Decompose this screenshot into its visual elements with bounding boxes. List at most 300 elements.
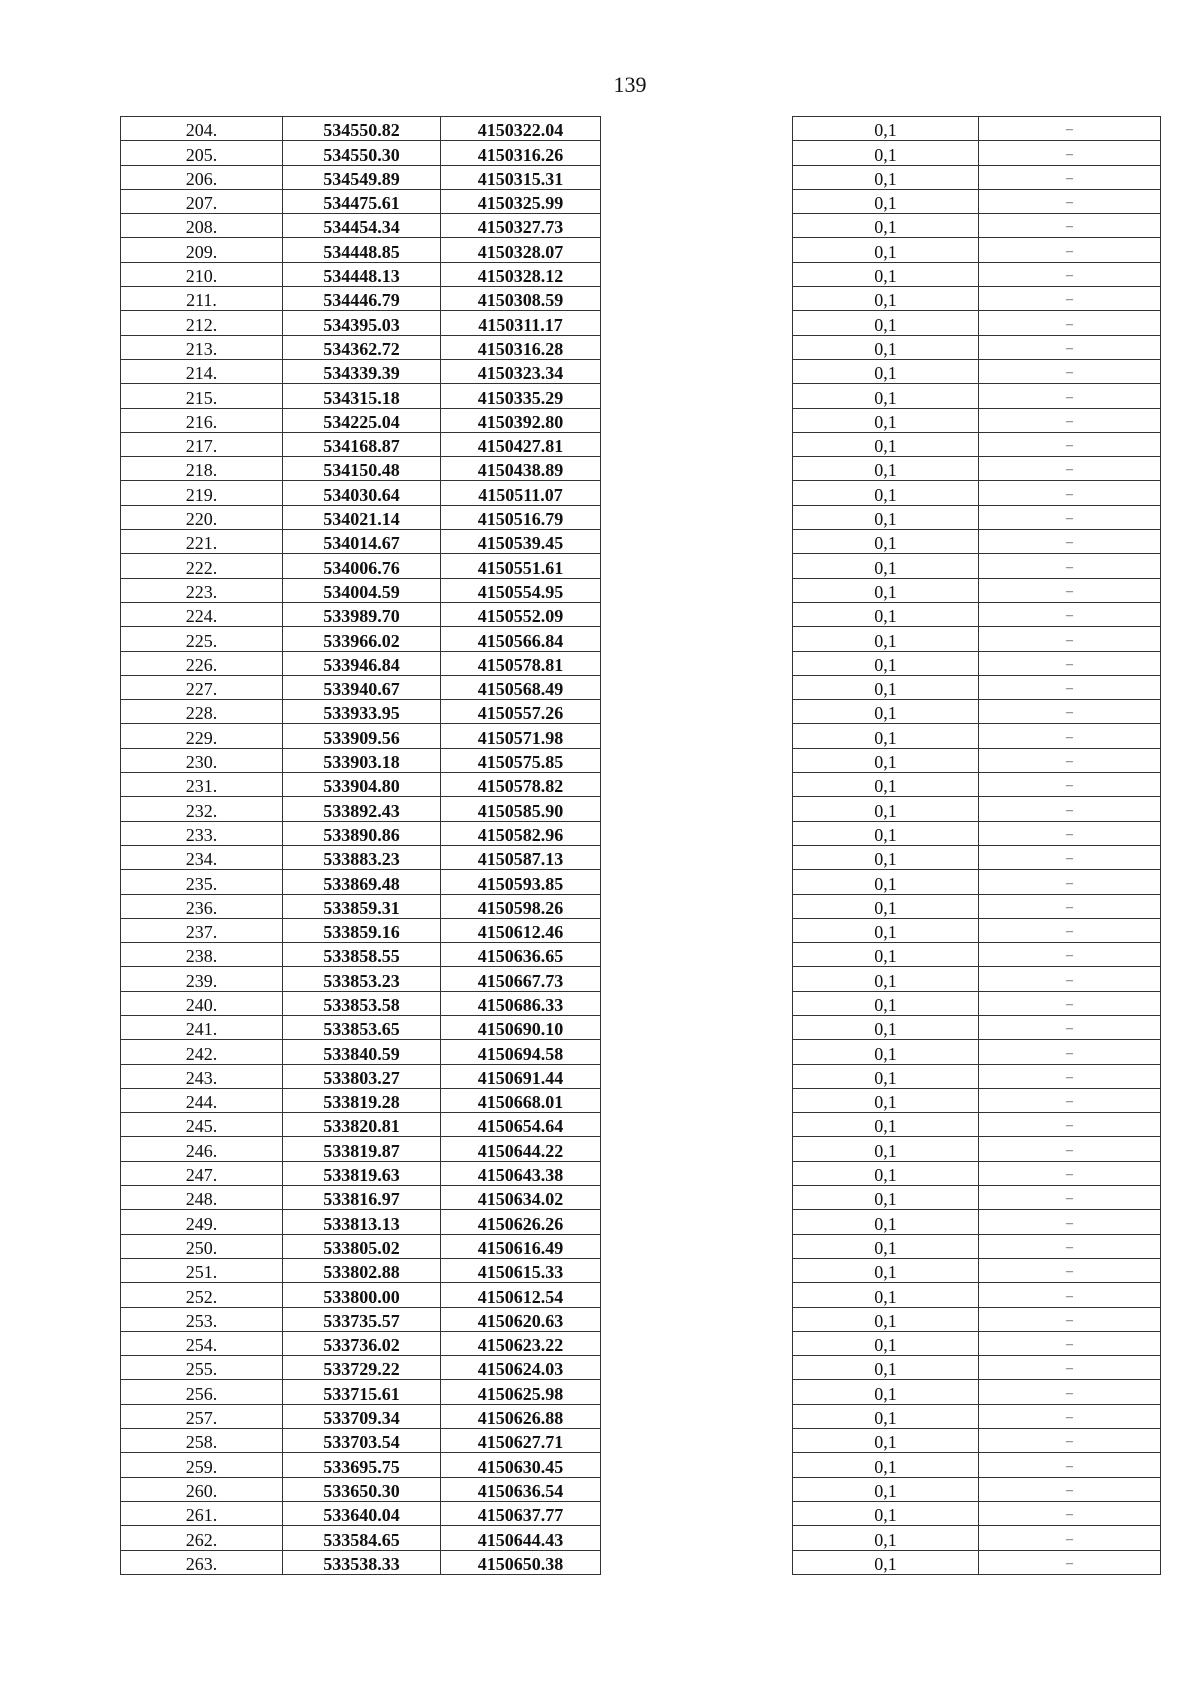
y-coordinate-cell: 4150598.26 [441, 894, 601, 918]
dash-cell: – [979, 918, 1161, 942]
table-row [793, 1137, 1161, 1161]
dash-cell: – [979, 700, 1161, 724]
table-row [793, 1113, 1161, 1137]
dash-cell: – [979, 894, 1161, 918]
table-row [793, 821, 1161, 845]
table-row [121, 1404, 601, 1428]
table-row [793, 359, 1161, 383]
table-row [793, 1088, 1161, 1112]
x-coordinate-cell: 534549.89 [283, 165, 441, 189]
point-number-cell: 208. [121, 214, 283, 238]
dash-cell: – [979, 457, 1161, 481]
coordinates-table [120, 116, 601, 1575]
x-coordinate-cell: 534395.03 [283, 311, 441, 335]
x-coordinate-cell: 534150.48 [283, 457, 441, 481]
dash-cell: – [979, 627, 1161, 651]
dash-cell: – [979, 335, 1161, 359]
x-coordinate-cell: 533813.13 [283, 1210, 441, 1234]
accuracy-value-cell: 0,1 [793, 700, 979, 724]
accuracy-value-cell: 0,1 [793, 117, 979, 141]
accuracy-value-cell: 0,1 [793, 554, 979, 578]
x-coordinate-cell: 533853.65 [283, 1015, 441, 1039]
x-coordinate-cell: 534168.87 [283, 432, 441, 456]
table-row [793, 457, 1161, 481]
point-number-cell: 226. [121, 651, 283, 675]
dash-cell: – [979, 214, 1161, 238]
table-row [121, 870, 601, 894]
table-row [121, 1526, 601, 1550]
accuracy-value-cell: 0,1 [793, 311, 979, 335]
dash-cell: – [979, 311, 1161, 335]
y-coordinate-cell: 4150578.81 [441, 651, 601, 675]
table-row [793, 724, 1161, 748]
x-coordinate-cell: 534006.76 [283, 554, 441, 578]
table-row [121, 845, 601, 869]
y-coordinate-cell: 4150551.61 [441, 554, 601, 578]
dash-cell: – [979, 1064, 1161, 1088]
dash-cell: – [979, 1186, 1161, 1210]
table-row [121, 530, 601, 554]
accuracy-value-cell: 0,1 [793, 602, 979, 626]
accuracy-value-cell: 0,1 [793, 797, 979, 821]
accuracy-value-cell: 0,1 [793, 627, 979, 651]
y-coordinate-cell: 4150328.12 [441, 262, 601, 286]
point-number-cell: 221. [121, 530, 283, 554]
dash-cell: – [979, 1477, 1161, 1501]
table-row [793, 1501, 1161, 1525]
table-row [793, 1210, 1161, 1234]
point-number-cell: 219. [121, 481, 283, 505]
x-coordinate-cell: 534339.39 [283, 359, 441, 383]
y-coordinate-cell: 4150511.07 [441, 481, 601, 505]
point-number-cell: 255. [121, 1356, 283, 1380]
y-coordinate-cell: 4150427.81 [441, 432, 601, 456]
x-coordinate-cell: 534004.59 [283, 578, 441, 602]
accuracy-value-cell: 0,1 [793, 1307, 979, 1331]
dash-cell: – [979, 1210, 1161, 1234]
point-number-cell: 259. [121, 1453, 283, 1477]
y-coordinate-cell: 4150616.49 [441, 1234, 601, 1258]
accuracy-value-cell: 0,1 [793, 481, 979, 505]
x-coordinate-cell: 533820.81 [283, 1113, 441, 1137]
point-number-cell: 251. [121, 1258, 283, 1282]
accuracy-value-cell: 0,1 [793, 1234, 979, 1258]
x-coordinate-cell: 533966.02 [283, 627, 441, 651]
table-row [793, 287, 1161, 311]
accuracy-value-cell: 0,1 [793, 359, 979, 383]
point-number-cell: 243. [121, 1064, 283, 1088]
table-row [793, 1404, 1161, 1428]
table-row [121, 1210, 601, 1234]
point-number-cell: 222. [121, 554, 283, 578]
x-coordinate-cell: 533729.22 [283, 1356, 441, 1380]
dash-cell: – [979, 408, 1161, 432]
accuracy-value-cell: 0,1 [793, 651, 979, 675]
table-row [121, 1088, 601, 1112]
dash-cell: – [979, 1088, 1161, 1112]
x-coordinate-cell: 533940.67 [283, 675, 441, 699]
y-coordinate-cell: 4150554.95 [441, 578, 601, 602]
point-number-cell: 240. [121, 991, 283, 1015]
table-row [793, 991, 1161, 1015]
table-row [793, 1234, 1161, 1258]
table-row [121, 1015, 601, 1039]
x-coordinate-cell: 534448.13 [283, 262, 441, 286]
point-number-cell: 228. [121, 700, 283, 724]
point-number-cell: 241. [121, 1015, 283, 1039]
table-row [793, 943, 1161, 967]
point-number-cell: 233. [121, 821, 283, 845]
table-row [121, 1137, 601, 1161]
y-coordinate-cell: 4150612.54 [441, 1283, 601, 1307]
x-coordinate-cell: 533709.34 [283, 1404, 441, 1428]
accuracy-value-cell: 0,1 [793, 1429, 979, 1453]
dash-cell: – [979, 262, 1161, 286]
y-coordinate-cell: 4150335.29 [441, 384, 601, 408]
x-coordinate-cell: 534225.04 [283, 408, 441, 432]
point-number-cell: 257. [121, 1404, 283, 1428]
table-row [793, 1307, 1161, 1331]
table-row [121, 1186, 601, 1210]
y-coordinate-cell: 4150643.38 [441, 1161, 601, 1185]
table-row [121, 773, 601, 797]
y-coordinate-cell: 4150626.88 [441, 1404, 601, 1428]
accuracy-value-cell: 0,1 [793, 384, 979, 408]
table-row [121, 238, 601, 262]
dash-cell: – [979, 1161, 1161, 1185]
accuracy-value-cell: 0,1 [793, 943, 979, 967]
table-row [121, 1258, 601, 1282]
dash-cell: – [979, 1258, 1161, 1282]
dash-cell: – [979, 189, 1161, 213]
y-coordinate-cell: 4150644.22 [441, 1137, 601, 1161]
y-coordinate-cell: 4150585.90 [441, 797, 601, 821]
y-coordinate-cell: 4150582.96 [441, 821, 601, 845]
table-row [121, 1161, 601, 1185]
table-row [793, 384, 1161, 408]
page-number: 139 [613, 72, 647, 97]
x-coordinate-cell: 533695.75 [283, 1453, 441, 1477]
dash-cell: – [979, 1380, 1161, 1404]
accuracy-table-body [793, 117, 1161, 1575]
accuracy-value-cell: 0,1 [793, 1088, 979, 1112]
point-number-cell: 254. [121, 1331, 283, 1355]
table-row [121, 1477, 601, 1501]
table-row [121, 724, 601, 748]
table-row [121, 797, 601, 821]
point-number-cell: 210. [121, 262, 283, 286]
dash-cell: – [979, 1550, 1161, 1574]
table-row [121, 578, 601, 602]
point-number-cell: 256. [121, 1380, 283, 1404]
x-coordinate-cell: 533853.58 [283, 991, 441, 1015]
accuracy-value-cell: 0,1 [793, 165, 979, 189]
point-number-cell: 235. [121, 870, 283, 894]
dash-cell: – [979, 797, 1161, 821]
table-row [121, 1453, 601, 1477]
table-row [121, 117, 601, 141]
y-coordinate-cell: 4150566.84 [441, 627, 601, 651]
table-row [121, 1380, 601, 1404]
dash-cell: – [979, 238, 1161, 262]
y-coordinate-cell: 4150311.17 [441, 311, 601, 335]
table-row [793, 1283, 1161, 1307]
table-row [793, 530, 1161, 554]
x-coordinate-cell: 533538.33 [283, 1550, 441, 1574]
accuracy-value-cell: 0,1 [793, 845, 979, 869]
table-row [793, 1186, 1161, 1210]
y-coordinate-cell: 4150612.46 [441, 918, 601, 942]
x-coordinate-cell: 533840.59 [283, 1040, 441, 1064]
table-row [793, 141, 1161, 165]
dash-cell: – [979, 432, 1161, 456]
accuracy-value-cell: 0,1 [793, 1015, 979, 1039]
y-coordinate-cell: 4150325.99 [441, 189, 601, 213]
x-coordinate-cell: 533735.57 [283, 1307, 441, 1331]
point-number-cell: 238. [121, 943, 283, 967]
accuracy-value-cell: 0,1 [793, 214, 979, 238]
table-row [121, 432, 601, 456]
accuracy-value-cell: 0,1 [793, 1477, 979, 1501]
accuracy-value-cell: 0,1 [793, 238, 979, 262]
table-row [121, 700, 601, 724]
y-coordinate-cell: 4150626.26 [441, 1210, 601, 1234]
table-row [121, 262, 601, 286]
table-row [121, 651, 601, 675]
table-row [793, 554, 1161, 578]
table-row [793, 627, 1161, 651]
x-coordinate-cell: 533650.30 [283, 1477, 441, 1501]
y-coordinate-cell: 4150327.73 [441, 214, 601, 238]
dash-cell: – [979, 845, 1161, 869]
accuracy-value-cell: 0,1 [793, 918, 979, 942]
x-coordinate-cell: 533869.48 [283, 870, 441, 894]
x-coordinate-cell: 533816.97 [283, 1186, 441, 1210]
accuracy-value-cell: 0,1 [793, 1137, 979, 1161]
y-coordinate-cell: 4150694.58 [441, 1040, 601, 1064]
x-coordinate-cell: 533946.84 [283, 651, 441, 675]
table-row [793, 214, 1161, 238]
y-coordinate-cell: 4150644.43 [441, 1526, 601, 1550]
table-row [121, 943, 601, 967]
dash-cell: – [979, 1234, 1161, 1258]
x-coordinate-cell: 533883.23 [283, 845, 441, 869]
table-row [121, 602, 601, 626]
table-row [121, 1113, 601, 1137]
dash-cell: – [979, 967, 1161, 991]
point-number-cell: 250. [121, 1234, 283, 1258]
table-row [121, 384, 601, 408]
point-number-cell: 248. [121, 1186, 283, 1210]
table-row [793, 311, 1161, 335]
dash-cell: – [979, 602, 1161, 626]
x-coordinate-cell: 534550.30 [283, 141, 441, 165]
point-number-cell: 214. [121, 359, 283, 383]
y-coordinate-cell: 4150690.10 [441, 1015, 601, 1039]
x-coordinate-cell: 533933.95 [283, 700, 441, 724]
dash-cell: – [979, 554, 1161, 578]
dash-cell: – [979, 1015, 1161, 1039]
accuracy-value-cell: 0,1 [793, 967, 979, 991]
table-row [793, 651, 1161, 675]
table-row [793, 1161, 1161, 1185]
table-row [121, 1331, 601, 1355]
table-row [121, 991, 601, 1015]
y-coordinate-cell: 4150620.63 [441, 1307, 601, 1331]
point-number-cell: 231. [121, 773, 283, 797]
dash-cell: – [979, 943, 1161, 967]
point-number-cell: 236. [121, 894, 283, 918]
table-row [793, 1429, 1161, 1453]
table-row [793, 1331, 1161, 1355]
table-row [121, 1429, 601, 1453]
y-coordinate-cell: 4150634.02 [441, 1186, 601, 1210]
point-number-cell: 247. [121, 1161, 283, 1185]
table-row [121, 1283, 601, 1307]
y-coordinate-cell: 4150552.09 [441, 602, 601, 626]
point-number-cell: 225. [121, 627, 283, 651]
table-row [793, 1526, 1161, 1550]
accuracy-value-cell: 0,1 [793, 262, 979, 286]
dash-cell: – [979, 1453, 1161, 1477]
accuracy-value-cell: 0,1 [793, 821, 979, 845]
accuracy-value-cell: 0,1 [793, 189, 979, 213]
y-coordinate-cell: 4150636.65 [441, 943, 601, 967]
point-number-cell: 263. [121, 1550, 283, 1574]
y-coordinate-cell: 4150316.26 [441, 141, 601, 165]
dash-cell: – [979, 1526, 1161, 1550]
dash-cell: – [979, 870, 1161, 894]
table-row [793, 870, 1161, 894]
point-number-cell: 215. [121, 384, 283, 408]
x-coordinate-cell: 533904.80 [283, 773, 441, 797]
table-row [121, 165, 601, 189]
table-row [121, 1356, 601, 1380]
point-number-cell: 218. [121, 457, 283, 481]
point-number-cell: 220. [121, 505, 283, 529]
point-number-cell: 244. [121, 1088, 283, 1112]
table-row [121, 1550, 601, 1574]
table-row [793, 675, 1161, 699]
y-coordinate-cell: 4150615.33 [441, 1258, 601, 1282]
accuracy-value-cell: 0,1 [793, 870, 979, 894]
accuracy-value-cell: 0,1 [793, 1356, 979, 1380]
x-coordinate-cell: 533909.56 [283, 724, 441, 748]
dash-cell: – [979, 991, 1161, 1015]
accuracy-value-cell: 0,1 [793, 1501, 979, 1525]
point-number-cell: 245. [121, 1113, 283, 1137]
table-row [121, 335, 601, 359]
accuracy-value-cell: 0,1 [793, 1404, 979, 1428]
x-coordinate-cell: 533858.55 [283, 943, 441, 967]
table-row [793, 845, 1161, 869]
table-row [121, 627, 601, 651]
dash-cell: – [979, 1429, 1161, 1453]
x-coordinate-cell: 534315.18 [283, 384, 441, 408]
dash-cell: – [979, 724, 1161, 748]
y-coordinate-cell: 4150328.07 [441, 238, 601, 262]
accuracy-value-cell: 0,1 [793, 773, 979, 797]
table-row [793, 1380, 1161, 1404]
x-coordinate-cell: 533890.86 [283, 821, 441, 845]
y-coordinate-cell: 4150667.73 [441, 967, 601, 991]
x-coordinate-cell: 533584.65 [283, 1526, 441, 1550]
accuracy-value-cell: 0,1 [793, 1258, 979, 1282]
dash-cell: – [979, 773, 1161, 797]
y-coordinate-cell: 4150322.04 [441, 117, 601, 141]
y-coordinate-cell: 4150316.28 [441, 335, 601, 359]
x-coordinate-cell: 533715.61 [283, 1380, 441, 1404]
accuracy-value-cell: 0,1 [793, 894, 979, 918]
table-row [121, 311, 601, 335]
accuracy-value-cell: 0,1 [793, 1331, 979, 1355]
dash-cell: – [979, 1501, 1161, 1525]
dash-cell: – [979, 578, 1161, 602]
dash-cell: – [979, 748, 1161, 772]
x-coordinate-cell: 533640.04 [283, 1501, 441, 1525]
point-number-cell: 229. [121, 724, 283, 748]
accuracy-value-cell: 0,1 [793, 1186, 979, 1210]
x-coordinate-cell: 533736.02 [283, 1331, 441, 1355]
accuracy-value-cell: 0,1 [793, 287, 979, 311]
accuracy-value-cell: 0,1 [793, 505, 979, 529]
dash-cell: – [979, 384, 1161, 408]
accuracy-value-cell: 0,1 [793, 1550, 979, 1574]
point-number-cell: 234. [121, 845, 283, 869]
y-coordinate-cell: 4150654.64 [441, 1113, 601, 1137]
table-row [121, 1501, 601, 1525]
table-row [121, 141, 601, 165]
dash-cell: – [979, 1137, 1161, 1161]
table-row [793, 773, 1161, 797]
table-row [121, 505, 601, 529]
y-coordinate-cell: 4150578.82 [441, 773, 601, 797]
table-row [793, 1040, 1161, 1064]
point-number-cell: 262. [121, 1526, 283, 1550]
point-number-cell: 209. [121, 238, 283, 262]
y-coordinate-cell: 4150392.80 [441, 408, 601, 432]
point-number-cell: 204. [121, 117, 283, 141]
x-coordinate-cell: 534021.14 [283, 505, 441, 529]
accuracy-value-cell: 0,1 [793, 1380, 979, 1404]
x-coordinate-cell: 533805.02 [283, 1234, 441, 1258]
table-row [793, 918, 1161, 942]
dash-cell: – [979, 1404, 1161, 1428]
point-number-cell: 216. [121, 408, 283, 432]
point-number-cell: 211. [121, 287, 283, 311]
accuracy-value-cell: 0,1 [793, 991, 979, 1015]
table-row [793, 408, 1161, 432]
x-coordinate-cell: 534475.61 [283, 189, 441, 213]
accuracy-value-cell: 0,1 [793, 141, 979, 165]
table-row [793, 967, 1161, 991]
dash-cell: – [979, 530, 1161, 554]
y-coordinate-cell: 4150650.38 [441, 1550, 601, 1574]
dash-cell: – [979, 821, 1161, 845]
point-number-cell: 205. [121, 141, 283, 165]
point-number-cell: 212. [121, 311, 283, 335]
table-row [793, 238, 1161, 262]
table-row [793, 578, 1161, 602]
table-row [121, 481, 601, 505]
table-row [121, 675, 601, 699]
dash-cell: – [979, 505, 1161, 529]
point-number-cell: 246. [121, 1137, 283, 1161]
y-coordinate-cell: 4150593.85 [441, 870, 601, 894]
accuracy-value-cell: 0,1 [793, 578, 979, 602]
x-coordinate-cell: 533853.23 [283, 967, 441, 991]
y-coordinate-cell: 4150575.85 [441, 748, 601, 772]
